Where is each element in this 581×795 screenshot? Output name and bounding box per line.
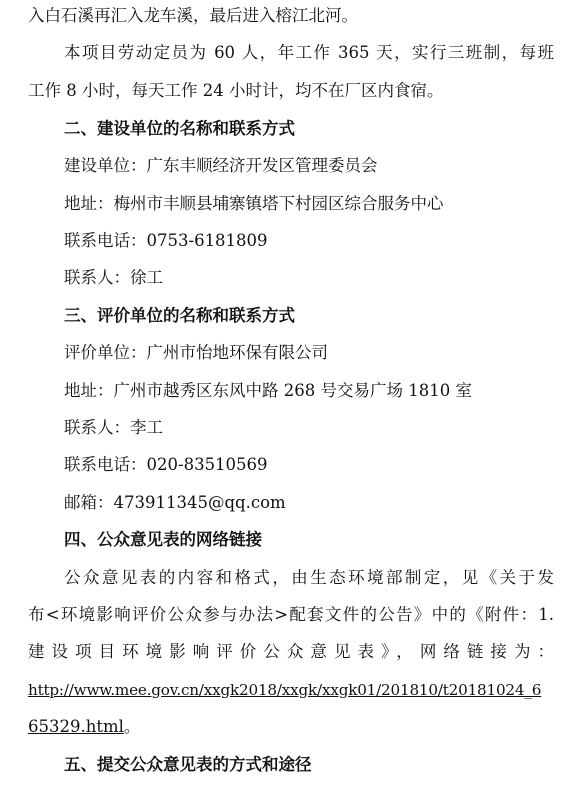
evaluation-unit-text: 评价单位：广州市怡地环保有限公司 — [64, 343, 328, 362]
link-continuation — [28, 717, 140, 737]
section-heading: 四、公众意见表的网络链接 — [64, 530, 262, 549]
paragraph-line: 布<环境影响评价公众参与办法>配套文件的公告》中的《附件：1. — [28, 605, 554, 624]
paragraph-line: 公众意见表的内容和格式，由生态环境部制定，见《关于发 — [64, 568, 554, 587]
construction-unit-text: 建设单位：广东丰顺经济开发区管理委员会 — [64, 156, 378, 175]
paragraph-line: 本项目劳动定员为 60 人，年工作 365 天，实行三班制，每班 — [64, 43, 554, 62]
public-opinion-form-link[interactable]: http://www.mee.gov.cn/xxgk2018/xxgk/xxgk01/201810/t20181024_6 — [28, 681, 542, 699]
evaluation-phone-text: 联系电话：020-83510569 — [64, 455, 268, 474]
evaluation-email-text: 邮箱：473911345@qq.com — [64, 493, 286, 512]
link-suffix: 。 — [123, 717, 141, 736]
paragraph-line: 入白石溪再汇入龙车溪，最后进入榕江北河。 — [28, 6, 358, 25]
construction-address-text: 地址：梅州市丰顺县埔寨镇塔下村园区综合服务中心 — [64, 194, 444, 213]
evaluation-address-text: 地址：广州市越秀区东风中路 268 号交易广场 1810 室 — [64, 381, 472, 400]
construction-contact-text: 联系人：徐工 — [64, 268, 163, 287]
section-heading: 二、建设单位的名称和联系方式 — [64, 119, 295, 138]
construction-phone-text: 联系电话：0753-6181809 — [64, 231, 268, 250]
public-opinion-form-link-end[interactable]: 65329.html — [28, 717, 124, 736]
paragraph-line: 建设项目环境影响评价公众意见表》，网络链接为： — [28, 642, 554, 661]
evaluation-contact-text: 联系人：李工 — [64, 418, 163, 437]
section-heading: 五、提交公众意见表的方式和途径 — [64, 755, 312, 774]
paragraph-line: 工作 8 小时，每天工作 24 小时计，均不在厂区内食宿。 — [28, 81, 444, 100]
section-heading: 三、评价单位的名称和联系方式 — [64, 306, 295, 325]
